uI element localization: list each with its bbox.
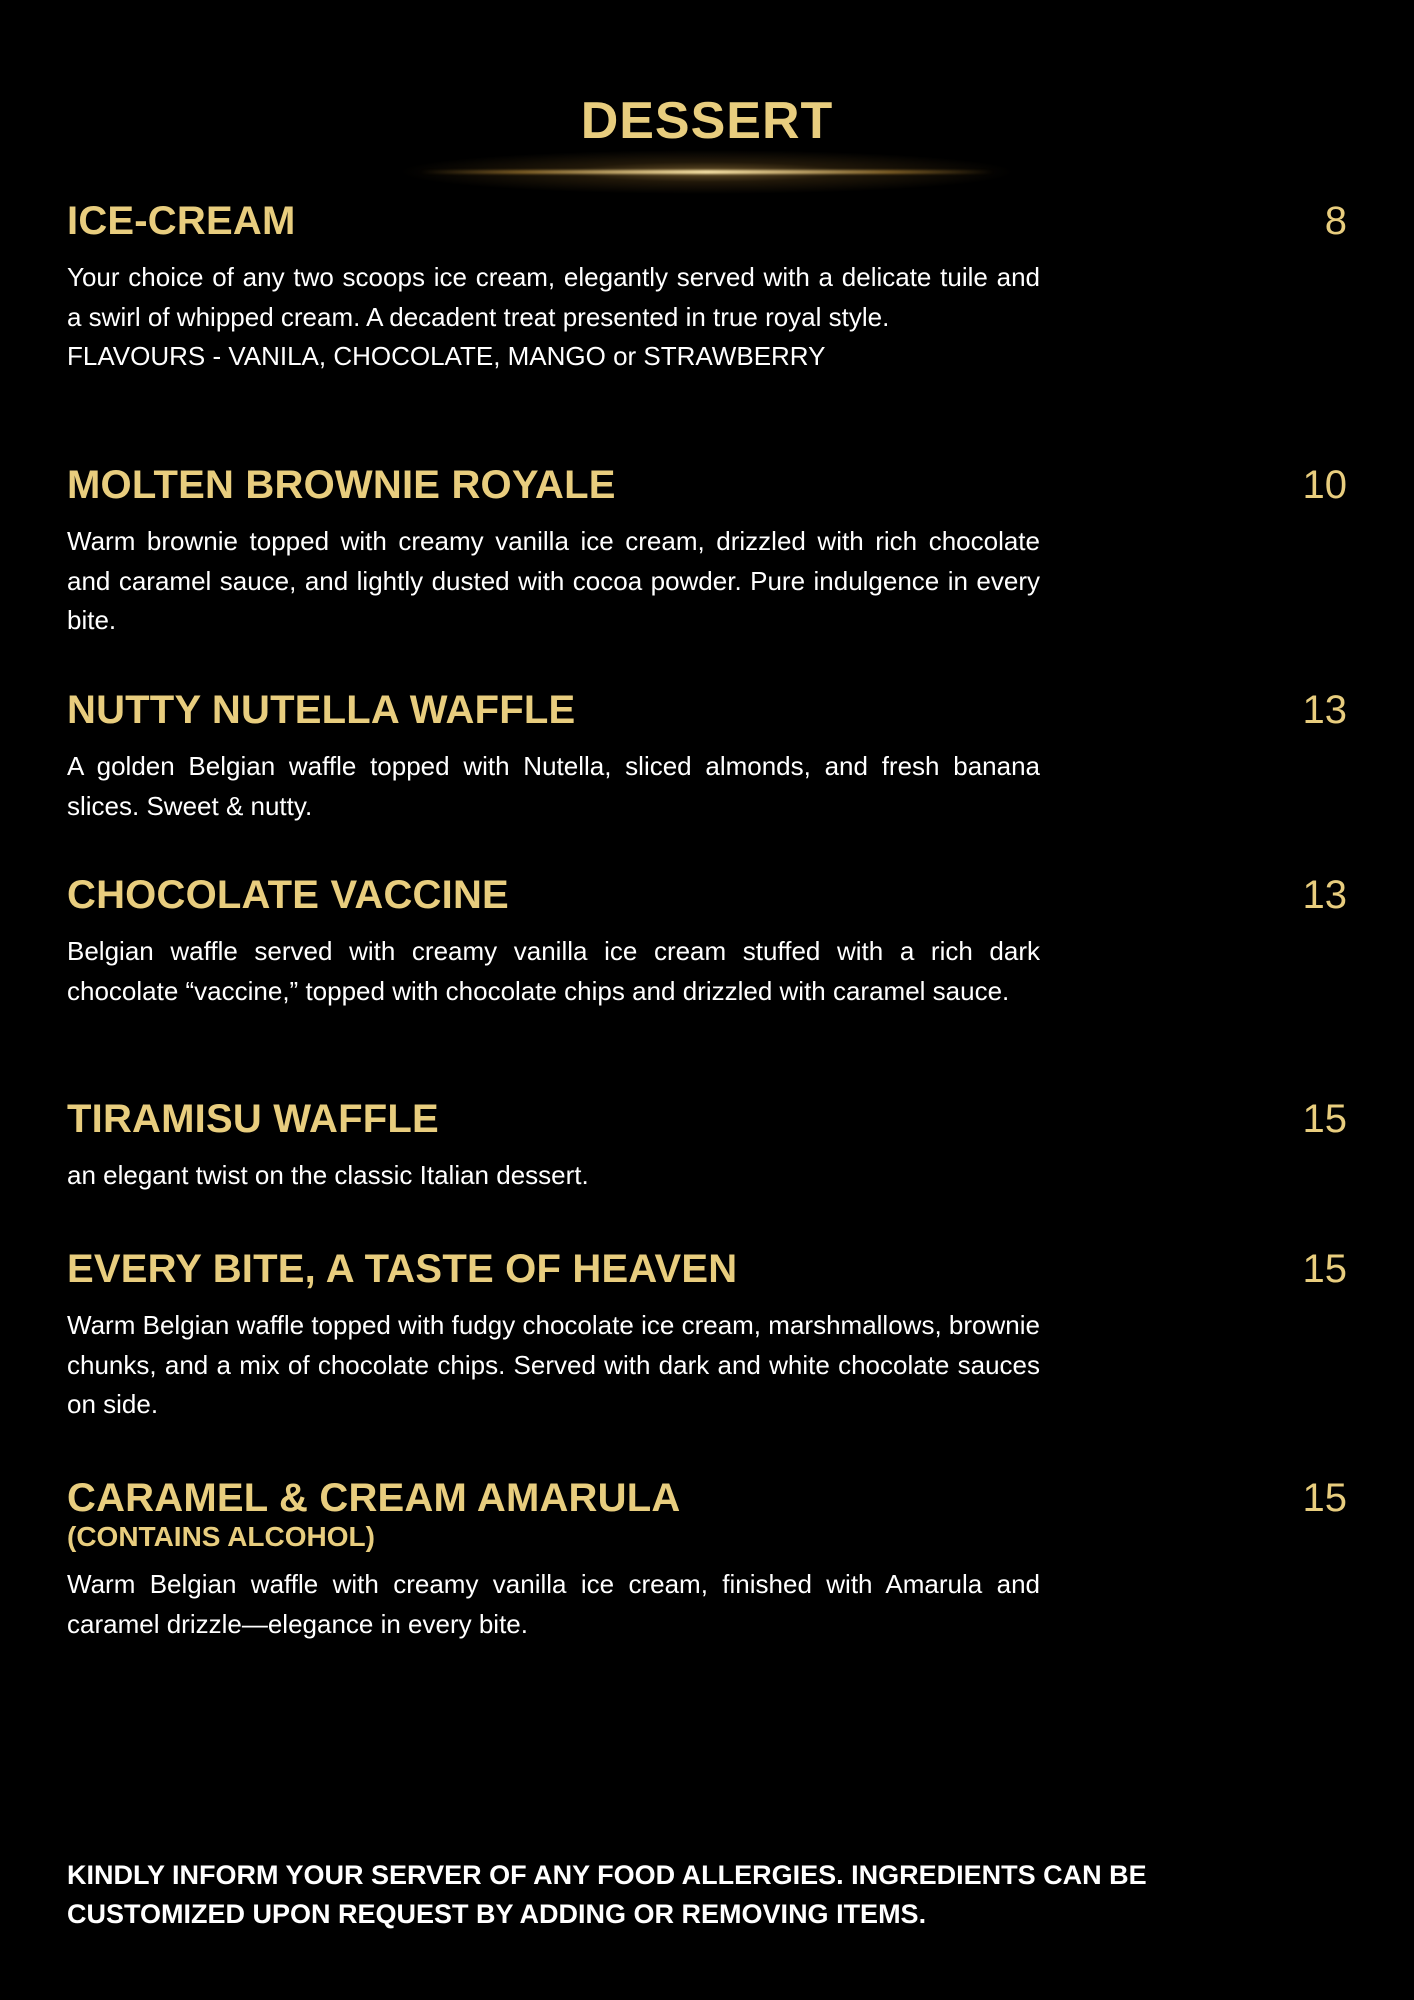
- item-header: [67, 196, 1347, 248]
- item-description: Warm brownie topped with creamy vanilla ice cream, drizzled with rich chocolate and caramel sauce, and lightly dusted with cocoa powder. Pure indulgence in every bite.: [67, 526, 1040, 635]
- allergy-notice: [67, 1856, 1267, 1934]
- item-price: 13: [1302, 688, 1347, 732]
- item-description: an elegant twist on the classic Italian dessert.: [67, 1160, 589, 1190]
- menu-item-nutty-nutella-waffle: [67, 685, 1347, 826]
- item-price: 15: [1302, 1476, 1347, 1520]
- item-name: EVERY BITE, A TASTE OF HEAVEN: [67, 1247, 738, 1291]
- item-price: 15: [1302, 1097, 1347, 1141]
- item-name: CHOCOLATE VACCINE: [67, 873, 509, 917]
- item-price: 13: [1302, 873, 1347, 917]
- item-header: [67, 1473, 1347, 1525]
- item-name: ICE-CREAM: [67, 199, 296, 243]
- item-price: 15: [1302, 1247, 1347, 1291]
- item-description: Warm Belgian waffle topped with fudgy chocolate ice cream, marshmallows, brownie chunks, and a mix of chocolate chips. Served with dark and white chocolate sauces on side.: [67, 1310, 1040, 1419]
- item-header: [67, 460, 1347, 512]
- item-description: A golden Belgian waffle topped with Nutella, sliced almonds, and fresh banana slices. Sweet & nutty.: [67, 751, 1040, 821]
- allergy-notice-line-1: KINDLY INFORM YOUR SERVER OF ANY FOOD ALLERGIES. INGREDIENTS CAN BE: [67, 1860, 1147, 1890]
- gold-divider-line: [420, 170, 994, 174]
- item-price: 8: [1324, 199, 1347, 243]
- menu-item-caramel-cream-amarula: [67, 1473, 1347, 1644]
- item-header: [67, 1244, 1347, 1296]
- item-header: [67, 1094, 1347, 1146]
- item-flavours: FLAVOURS - VANILA, CHOCOLATE, MANGO or STRAWBERRY: [67, 341, 826, 371]
- item-description: Belgian waffle served with creamy vanilla ice cream stuffed with a rich dark chocolate “vaccine,” topped with chocolate chips and drizzled with caramel sauce.: [67, 936, 1040, 1006]
- item-name: MOLTEN BROWNIE ROYALE: [67, 463, 616, 507]
- item-header: [67, 685, 1347, 737]
- menu-item-every-bite-a-taste-of-heaven: [67, 1244, 1347, 1425]
- allergy-notice-line-2: CUSTOMIZED UPON REQUEST BY ADDING OR REMOVING ITEMS.: [67, 1899, 927, 1929]
- menu-title: DESSERT: [580, 92, 834, 150]
- menu-item-ice-cream: [67, 196, 1347, 377]
- menu-item-chocolate-vaccine: [67, 870, 1347, 1011]
- menu-item-molten-brownie-royale: [67, 460, 1347, 641]
- item-name: TIRAMISU WAFFLE: [67, 1097, 439, 1141]
- item-description: Your choice of any two scoops ice cream, elegantly served with a delicate tuile and a swirl of whipped cream. A decadent treat presented in true royal style.: [67, 262, 1040, 332]
- item-price: 10: [1302, 463, 1347, 507]
- item-description: Warm Belgian waffle with creamy vanilla ice cream, finished with Amarula and caramel drizzle—elegance in every bite.: [67, 1569, 1040, 1639]
- item-name: CARAMEL & CREAM AMARULA: [67, 1476, 681, 1520]
- item-header: [67, 870, 1347, 922]
- alcohol-warning: (CONTAINS ALCOHOL): [67, 1521, 375, 1552]
- item-name: NUTTY NUTELLA WAFFLE: [67, 688, 576, 732]
- menu-item-tiramisu-waffle: [67, 1094, 1347, 1196]
